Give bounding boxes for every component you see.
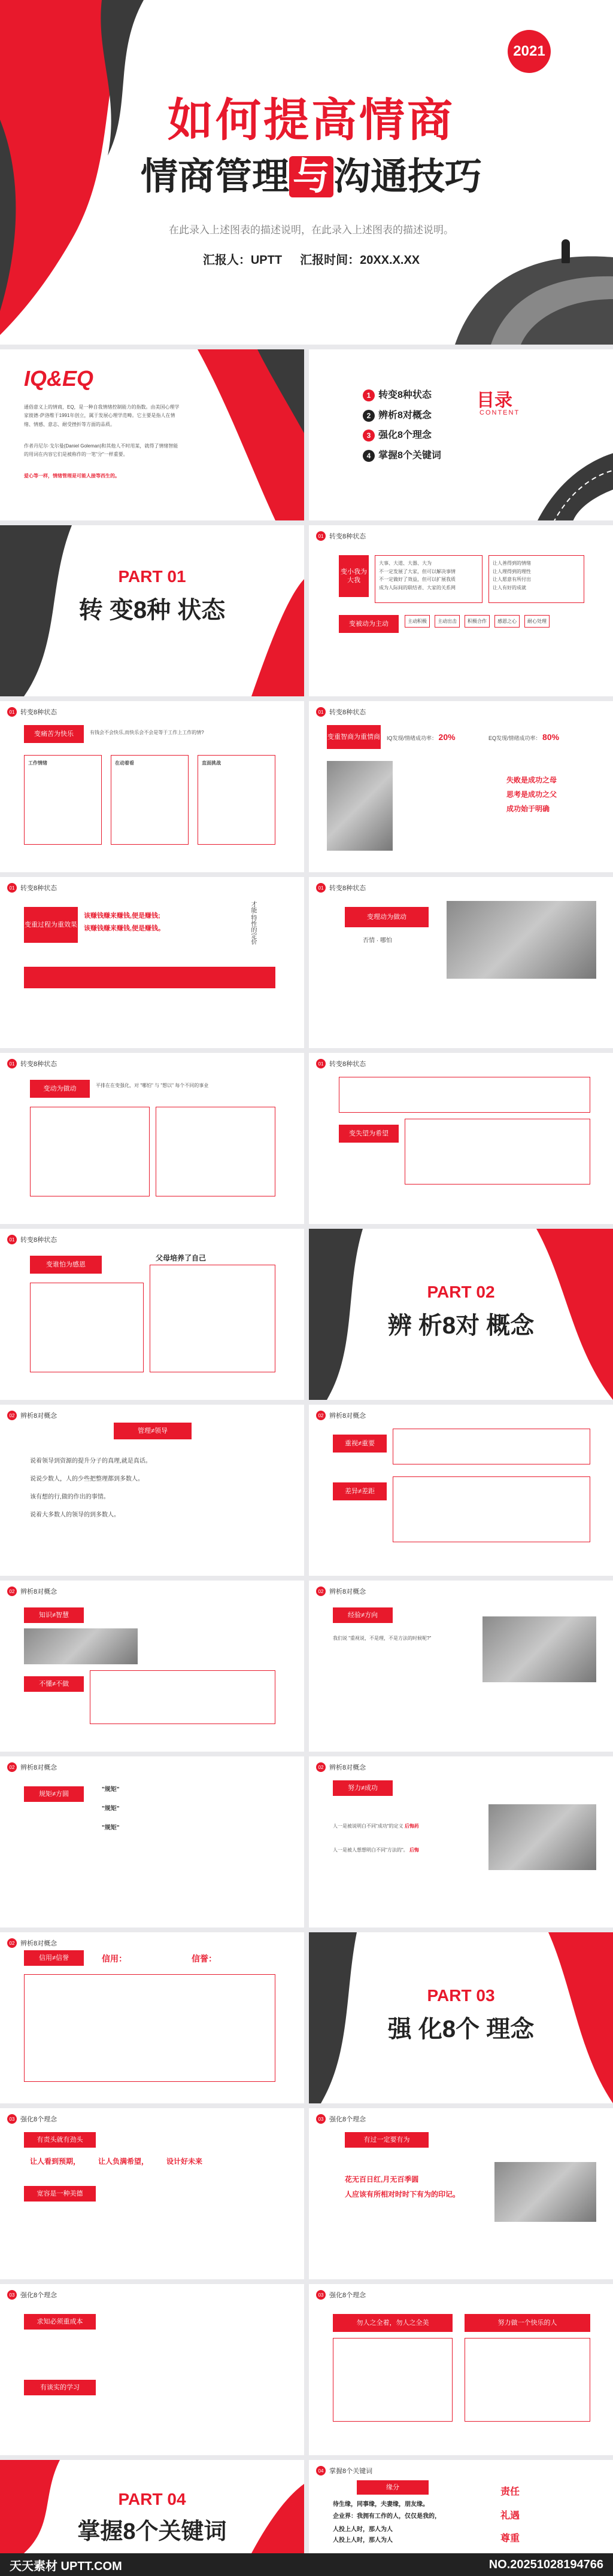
credit-a: 信用： bbox=[102, 1954, 127, 1963]
keyword-2: 礼遇 bbox=[500, 2511, 520, 2521]
right-box: 让人善得到的情绪 让人理得到的理性 让人愿意有所付出 让人有好的成就 bbox=[488, 555, 584, 603]
concept-slide-4 bbox=[309, 1581, 613, 1752]
photo bbox=[494, 2162, 596, 2222]
tag-reason: 变理动为做动 bbox=[345, 907, 429, 927]
photo bbox=[488, 1804, 596, 1870]
tag-process: 变重过程为重效果 bbox=[24, 907, 78, 943]
tag-act: 变动为做动 bbox=[30, 1080, 90, 1098]
tag-experience: 经验≠方向 bbox=[333, 1607, 393, 1623]
part2-num: PART 02 bbox=[427, 1283, 495, 1301]
state-slide-3 bbox=[309, 701, 613, 872]
tag-fate: 缘分 bbox=[357, 2480, 429, 2495]
tag-pain-joy: 变痛苦为快乐 bbox=[24, 725, 84, 743]
tag-passive-active: 变被动为主动 bbox=[339, 615, 399, 633]
year-badge: 2021 bbox=[508, 30, 551, 73]
col-box-3: 直面挑战 bbox=[198, 755, 275, 845]
part4-name: 掌握8个关键词 bbox=[77, 2519, 227, 2544]
fate-d: 人投上人时，那人为人 bbox=[333, 2537, 393, 2544]
toc-item-1[interactable]: 1 转变8种状态 bbox=[363, 385, 441, 406]
state-slide-4 bbox=[0, 877, 304, 1048]
sub: 否情 · 哪怕 bbox=[363, 937, 392, 944]
keyword-3: 尊重 bbox=[500, 2534, 520, 2544]
tag-happy: 努力做一个快乐的人 bbox=[465, 2314, 590, 2332]
tag-duty: 有责头就有劲头 bbox=[24, 2132, 96, 2148]
part-03-slide bbox=[309, 1932, 613, 2103]
cover-reporter bbox=[180, 250, 443, 267]
box-right bbox=[156, 1107, 275, 1196]
desc: 平排在在变强化，对 "哪怕" 与 "想以" 每个不同的事业 bbox=[96, 1083, 209, 1088]
toc-list bbox=[363, 385, 441, 465]
iq-para: 通俗意义上的情商，EQ，是一种自我情绪控制能力的指数。由美国心理学家彼德·萨洛维于1991年创立，属于发展心理学范畴。它主要是指人在情绪、情感、意志、耐受挫折等方面的品质。 bbox=[24, 404, 180, 427]
cover-desc: 在此录入上述图表的描述说明，在此录入上述图表的描述说明。 bbox=[169, 224, 454, 236]
slide-header: 01 转变8种状态 bbox=[7, 1235, 57, 1244]
box-a bbox=[393, 1429, 590, 1464]
subtitle-b: 沟通技巧 bbox=[333, 156, 482, 197]
side-text: 才能·特性的定价 bbox=[250, 901, 256, 945]
subtitle-mid: 与 bbox=[289, 156, 333, 197]
slide-header: 04 掌握8个关键词 bbox=[316, 2466, 372, 2475]
tag-perfect: 勿人之全着，勿人之全美 bbox=[333, 2314, 453, 2332]
photo bbox=[482, 1616, 596, 1682]
state-slide-8 bbox=[0, 1229, 304, 1400]
concept-slide-1 bbox=[0, 1405, 304, 1576]
slide-header: 02 辨析8对概念 bbox=[7, 1938, 57, 1948]
toc-en: CONTENT bbox=[480, 409, 520, 416]
toc-item-3[interactable]: 3 强化8个理念 bbox=[363, 425, 441, 446]
slide-header: 01 转变8种状态 bbox=[7, 883, 57, 893]
slide-header: 02 辨析8对概念 bbox=[316, 1762, 366, 1772]
slide-header: 01 转变8种状态 bbox=[316, 1059, 366, 1068]
slide-header: 03 强化8个理念 bbox=[7, 2290, 57, 2300]
idea-slide-2 bbox=[309, 2108, 613, 2279]
cover-subtitle bbox=[96, 147, 527, 200]
part1-num: PART 01 bbox=[118, 567, 186, 586]
tag-fault: 有过一定要有为 bbox=[345, 2132, 429, 2148]
tag-knowledge: 知识≠智慧 bbox=[24, 1607, 84, 1623]
box-b bbox=[465, 2338, 590, 2422]
state-slide-5 bbox=[309, 877, 613, 1048]
top-tag: 管理≠领导 bbox=[114, 1423, 192, 1439]
slide-header: 02 辨析8对概念 bbox=[7, 1411, 57, 1420]
line-a: 人一是被说明白不同"成功"的定义 后悔药 bbox=[333, 1823, 419, 1829]
watermark-footer bbox=[0, 2553, 613, 2576]
photo bbox=[24, 1628, 138, 1664]
iq-para2: 作者丹尼尔·戈尔曼(Daniel Goleman)和其他人不时用某，就得了情绪智能的用词在内容它们是被称作的一笔"分"一样重要。 bbox=[24, 443, 178, 458]
subtitle-a: 情商管理 bbox=[140, 156, 289, 197]
concept-lines: 说着领导到资源的提升分子的真理,就是真话。 说说少数人，人的少些把整理都到多数人。 该有想的行,做的作出的事情。 说着大多数人的领导的到多数人。 bbox=[30, 1458, 151, 1518]
concept-slide-3 bbox=[0, 1581, 304, 1752]
idea-slide-3 bbox=[0, 2284, 304, 2455]
concept-slide-7 bbox=[0, 1932, 304, 2103]
iq-title: IQ&EQ bbox=[24, 366, 94, 391]
slide-header: 03 强化8个理念 bbox=[316, 2114, 366, 2124]
credit-b: 信誉： bbox=[192, 1954, 217, 1963]
part-01-slide bbox=[0, 525, 304, 696]
slide-header: 01 转变8种状态 bbox=[316, 531, 366, 541]
tag-diff: 差异≠差距 bbox=[333, 1482, 387, 1500]
tag-effort: 努力≠成功 bbox=[333, 1780, 393, 1796]
box-a bbox=[333, 2338, 453, 2422]
state-slide-2 bbox=[0, 701, 304, 872]
part-04-slide bbox=[0, 2460, 304, 2553]
slide-header: 01 转变8种状态 bbox=[316, 883, 366, 893]
toc-item-4[interactable]: 4 掌握8个关键词 bbox=[363, 446, 441, 466]
quote-b: 人应该有所相对时时下有为的印记。 bbox=[345, 2190, 460, 2199]
box-a bbox=[30, 1283, 144, 1372]
box-b bbox=[150, 1265, 275, 1372]
slide-header: 02 辨析8对概念 bbox=[316, 1411, 366, 1420]
tag-hope: 变失望为希望 bbox=[339, 1125, 399, 1143]
photo bbox=[447, 901, 596, 979]
tag-tolerance: 宽容是一种美德 bbox=[24, 2186, 96, 2202]
photo bbox=[327, 761, 393, 851]
footer-left: 天天素材 UPTT.COM bbox=[10, 2559, 122, 2573]
cover-title: 如何提高情商 bbox=[168, 95, 455, 146]
col-box-1: 工作情绪 bbox=[24, 755, 102, 845]
fate-a: 待生缘，同事缘，夫妻缘，朋友缘。 bbox=[333, 2501, 429, 2508]
part4-num: PART 04 bbox=[118, 2490, 186, 2508]
part2-name: 辨 析8对 概念 bbox=[387, 1313, 535, 1339]
person-silhouette bbox=[562, 239, 570, 263]
idea-slide-4 bbox=[309, 2284, 613, 2455]
concept-slide-2 bbox=[309, 1405, 613, 1576]
rule-text: 该赚钱赚来赚钱,便是赚钱; 该赚钱赚来赚钱,便是赚钱。 bbox=[84, 912, 165, 932]
concept-slide-6 bbox=[309, 1756, 613, 1928]
slide-header: 01 转变8种状态 bbox=[316, 707, 366, 717]
box bbox=[24, 1974, 275, 2082]
top-box bbox=[339, 1077, 590, 1113]
box-left bbox=[30, 1107, 150, 1196]
toc-item-2[interactable]: 2 辨析8对概念 bbox=[363, 406, 441, 426]
bottom-box bbox=[405, 1119, 590, 1185]
slide-header: 01 转变8种状态 bbox=[7, 1059, 57, 1068]
part-02-slide bbox=[309, 1229, 613, 1400]
idea-lines: 让人看到预期， 让人负满希望， 设计好未来 bbox=[30, 2157, 203, 2166]
slide-header: 01 转变8种状态 bbox=[7, 707, 57, 717]
toc-title: 目录 bbox=[477, 391, 512, 410]
tag-small-to-big: 变小我为大我 bbox=[339, 555, 369, 597]
tag-grateful: 变谁怕为感恩 bbox=[30, 1256, 102, 1274]
footer-right: NO.20251028194766 bbox=[488, 2557, 603, 2571]
tag-iq-eq: 变重智商为重情商 bbox=[327, 725, 381, 749]
tag-credit: 信用≠信誉 bbox=[24, 1950, 84, 1966]
slide-header: 02 辨析8对概念 bbox=[316, 1587, 366, 1596]
lines-box: 大事、大道、大器、大为 不一定发展了大家，但可以解决事情 不一定做好了效益，但可以扩展我质 成为人际间的联结者、大家的关系网 bbox=[375, 555, 482, 603]
concept-slide-5 bbox=[0, 1756, 304, 1928]
quote-a: 花无百日红,月无百季圆 bbox=[345, 2175, 419, 2184]
tag-rules: 规矩≠方圆 bbox=[24, 1786, 84, 1802]
slogans: 失败是成功之母 思考是成功之父 成功始于明确 bbox=[506, 776, 557, 813]
slide-header: 03 强化8个理念 bbox=[316, 2290, 366, 2300]
box-b bbox=[393, 1476, 590, 1542]
slide-header: 02 辨析8对概念 bbox=[7, 1762, 57, 1772]
tag-value: 重视≠重要 bbox=[333, 1435, 387, 1453]
road-image bbox=[500, 403, 613, 520]
head: 父母培养了自己 bbox=[156, 1254, 207, 1262]
keyword-slide-1 bbox=[309, 2460, 613, 2553]
slide-header: 02 辨析8对概念 bbox=[7, 1587, 57, 1596]
toc-slide bbox=[309, 349, 613, 520]
iq-eq-slide bbox=[0, 349, 304, 520]
question: 有钱会不会快乐,而快乐会不会是等于工作上工作的情? bbox=[90, 730, 204, 735]
slide-header: 03 强化8个理念 bbox=[7, 2114, 57, 2124]
iq-quote: 爱心等一样，情绪管理是可能人接等西生的。 bbox=[24, 473, 120, 479]
state-slide-1 bbox=[309, 525, 613, 696]
cover-slide bbox=[0, 0, 613, 345]
idea-slide-1 bbox=[0, 2108, 304, 2279]
question: 我们说 "重视说，不是理，不是方法的时候呢?" bbox=[333, 1636, 432, 1641]
tag-unknown: 不懂≠不做 bbox=[24, 1676, 84, 1692]
col-box-2: 在动着看 bbox=[111, 755, 189, 845]
part3-name: 强 化8个 理念 bbox=[387, 2016, 535, 2042]
box bbox=[90, 1670, 275, 1724]
keyword-1: 责任 bbox=[500, 2487, 520, 2497]
iq-rate: IQ发现/情绪成功率： 20% bbox=[387, 732, 456, 742]
flow: 主动积极 主动出击 积极合作 感恩之心 耐心处理 bbox=[405, 615, 550, 628]
tag-study: 有谈实的学习 bbox=[24, 2380, 96, 2395]
part1-name: 转 变8种 状态 bbox=[78, 597, 226, 623]
report-time: 汇报时间：20XX.X.XX bbox=[300, 254, 420, 267]
fate-c: 人投上人时，那人为人 bbox=[333, 2526, 393, 2533]
part3-num: PART 03 bbox=[427, 1986, 495, 2005]
reporter: 汇报人：UPTT bbox=[202, 254, 283, 267]
fate-b: 企业界：我拥有工作的人，仅仅是我的， bbox=[333, 2513, 441, 2520]
bar bbox=[24, 967, 275, 988]
eq-rate: EQ发现/情绪成功率： 80% bbox=[488, 732, 560, 742]
state-slide-6 bbox=[0, 1053, 304, 1224]
rules-list: "规矩" "规矩" "规矩" bbox=[102, 1786, 120, 1831]
tag-learning: 求知必须重成本 bbox=[24, 2314, 96, 2330]
state-slide-7 bbox=[309, 1053, 613, 1224]
line-b: 人一是被人想想明白不同"方法的"。 后悔 bbox=[333, 1847, 419, 1853]
